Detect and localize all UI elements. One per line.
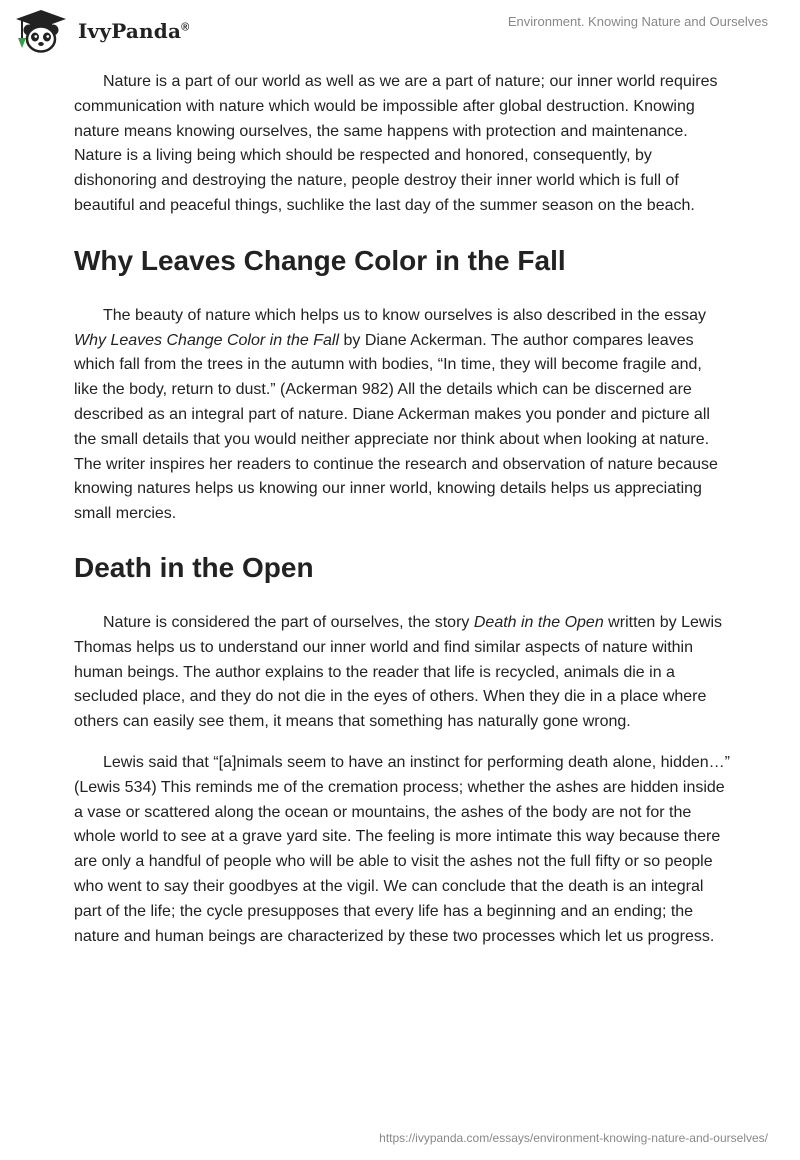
death-paragraph-2: Lewis said that “[a]nimals seem to have an instinct for performing death alone, hidden…” (Lewis 534) This reminds me of the cremation process; whether the ashes are hidden inside a vase or scattered along the ocean or mountains, the ashes of the body are not for the whole world to see at a grave yard site. The feeling is more intimate this way because there are only a handful of people who will be able to visit the ashes not the full fifty or so people who went to say their goodbyes at the vigil. We can conclude that the death is an integral part of the life; the cycle presupposes that every life has a beginning and an ending; the nature and human beings are characterized by these two processes which let us progress. bbox=[74, 753, 730, 945]
heading-leaves: Why Leaves Change Color in the Fall bbox=[74, 244, 566, 276]
heading-death: Death in the Open bbox=[74, 551, 314, 583]
essay-title-reference: Why Leaves Change Color in the Fall bbox=[74, 331, 340, 349]
intro-paragraph: Nature is a part of our world as well as we are a part of nature; our inner world requires communication with nature which would be impossible after global destruction. Knowing nature means knowing ourselves, the same happens with protection and maintenance. Nature is a living being which should be respected and honored, consequently, by dishonoring and destroying the nature, people destroy their inner world which is full of beautiful and peaceful things, suchlike the last day of the summer season on the beach. bbox=[74, 73, 718, 214]
story-title-reference: Death in the Open bbox=[473, 613, 604, 631]
page-header bbox=[0, 0, 800, 66]
source-url[interactable]: https://ivypanda.com/essays/environment-knowing-nature-and-ourselves/ bbox=[379, 1131, 768, 1145]
brand-registered-mark: ® bbox=[181, 21, 190, 34]
brand-name: IvyPanda® bbox=[78, 19, 190, 43]
document-title: Environment. Knowing Nature and Ourselves bbox=[507, 14, 768, 29]
death-paragraph-1: Nature is considered the part of ourselves, the story Death in the Open written by Lewis Thomas helps us to understand our inner world and find similar aspects of nature within human beings. The author explains to the reader that life is recycled, animals die in a secluded place, and they do not die in the eyes of others. When they die in a place where others can easily see them, it means that something has naturally gone wrong. bbox=[74, 613, 722, 731]
essay-body bbox=[74, 70, 730, 965]
leaves-paragraph: The beauty of nature which helps us to know ourselves is also described in the essay Why Leaves Change Color in the Fall by Diane Ackerman. The author compares leaves which fall from the trees in the autumn with bodies, “In time, they will become fragile and, like the body, return to dust.” (Ackerman 982) All the details which can be discerned are described as an integral part of nature. Diane Ackerman makes you ponder and picture all the small details that you would neither appreciate nor think about when looking at nature. The writer inspires her readers to continue the research and observation of nature because knowing natures helps us knowing our inner world, knowing details helps us appreciating small mercies. bbox=[74, 306, 718, 523]
brand-logo[interactable] bbox=[12, 8, 189, 54]
panda-graduate-icon bbox=[12, 8, 70, 54]
